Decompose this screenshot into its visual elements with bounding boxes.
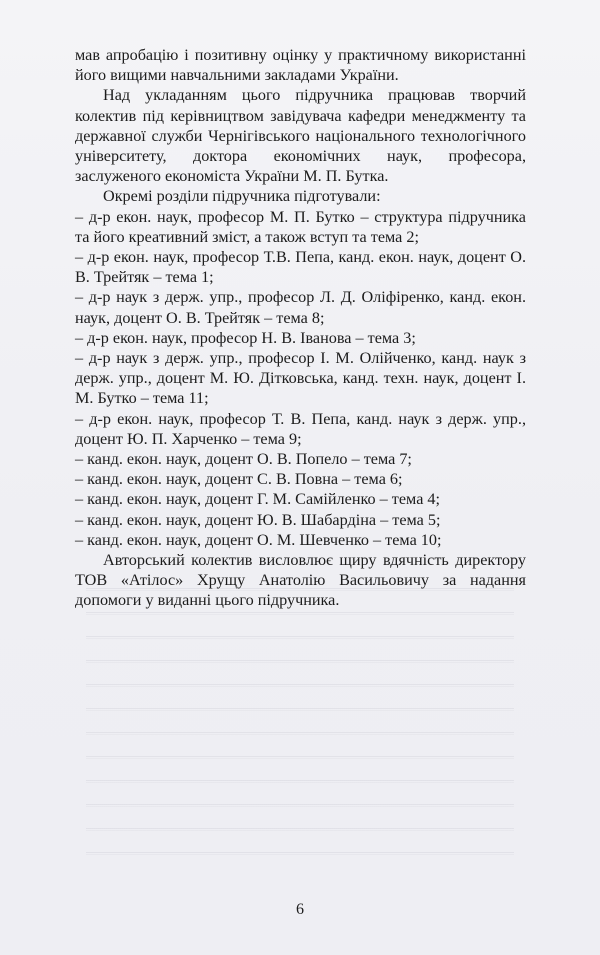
list-item-contributor: – д-р екон. наук, професор Т. В. Пепа, канд. наук з держ. упр., доцент Ю. П. Харченко – тема 9; <box>75 409 526 448</box>
list-item-contributor: – д-р наук з держ. упр., професор Л. Д. Оліфіренко, канд. екон. наук, доцент О. В. Трейтяк – тема 8; <box>75 288 526 327</box>
list-item-contributor: – д-р екон. наук, професор Т.В. Пепа, канд. екон. наук, доцент О. В. Трейтяк – тема 1; <box>75 248 526 287</box>
bleed-through-line <box>86 756 514 757</box>
bleed-through-line <box>86 708 514 709</box>
list-item-contributor: – д-р наук з держ. упр., професор І. М. Олійченко, канд. наук з держ. упр., доцент М. Ю. Дітковська, канд. техн. наук, доцент І. М. Бутко – тема 11; <box>75 349 526 408</box>
body-text <box>75 45 526 611</box>
paragraph-author-team: Над укладанням цього підручника працював творчий колектив під керівництвом завідувача кафедри менеджменту та державної служби Чернігівського національного технологічного університету, доктора економічних наук, професора, заслуженого економіста України М. П. Бутка. <box>75 86 526 186</box>
page-number: 6 <box>296 901 304 918</box>
list-item-contributor: – канд. екон. наук, доцент Г. М. Самійленко – тема 4; <box>75 490 441 509</box>
list-item-contributor: – д-р екон. наук, професор М. П. Бутко – структура підручника та його креативний зміст, а також вступ та тема 2; <box>75 207 526 246</box>
bleed-through-line <box>86 636 514 637</box>
list-item-contributor: – канд. екон. наук, доцент Ю. В. Шабардіна – тема 5; <box>75 510 441 529</box>
list-item-contributor: – канд. екон. наук, доцент О. В. Попело – тема 7; <box>75 450 412 469</box>
paragraph-approbation: мав апробацію і позитивну оцінку у практичному використанні його вищими навчальними закладами України. <box>75 46 526 85</box>
list-item-contributor: – д-р екон. наук, професор Н. В. Іванова – тема 3; <box>75 328 416 347</box>
bleed-through-line <box>86 684 514 685</box>
bleed-through-line <box>86 732 514 733</box>
bleed-through-line <box>86 612 514 613</box>
list-item-contributor: – канд. екон. наук, доцент О. М. Шевченко – тема 10; <box>75 530 442 549</box>
paragraph-sections-intro: Окремі розділи підручника підготували: <box>103 187 381 206</box>
bleed-through-line <box>86 852 514 853</box>
bleed-through-line <box>86 828 514 829</box>
bleed-through-line <box>86 804 514 805</box>
bleed-through-line <box>86 780 514 781</box>
paragraph-acknowledgement: Авторський колектив висловлює щиру вдячність директору ТОВ «Атілос» Хрущу Анатолію Васильовичу за надання допомоги у виданні цього підручника. <box>75 551 526 610</box>
list-item-contributor: – канд. екон. наук, доцент С. В. Повна – тема 6; <box>75 470 403 489</box>
bleed-through-line <box>86 660 514 661</box>
